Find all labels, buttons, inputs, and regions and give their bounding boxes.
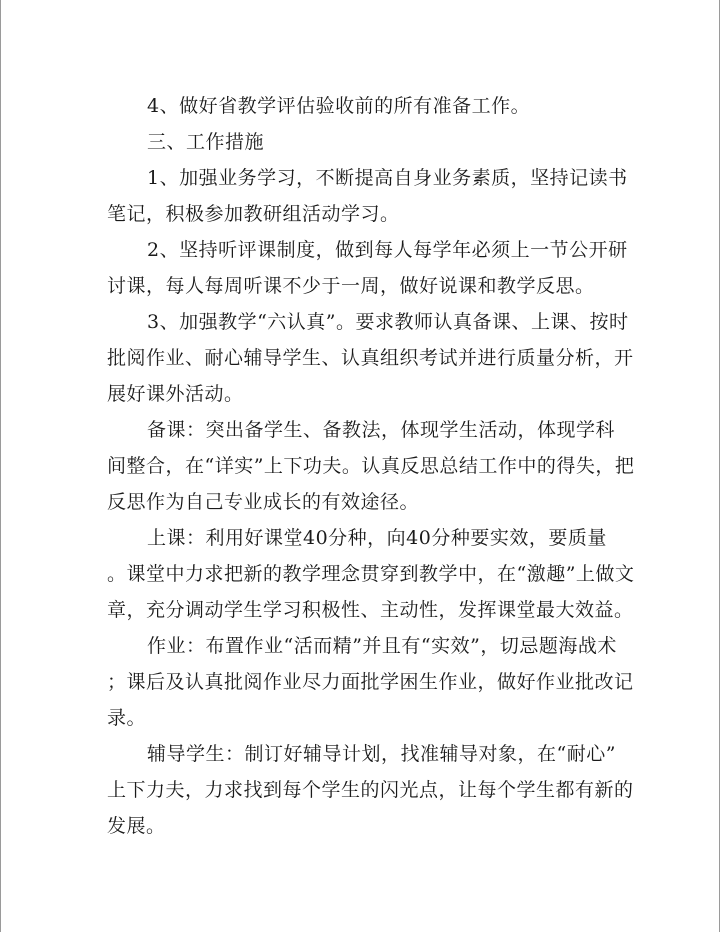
paragraph-line: 辅导学生：制订好辅导计划，找准辅导对象，在“耐心”: [147, 743, 616, 765]
paragraph-line: 反思作为自己专业成长的有效途径。: [107, 491, 420, 513]
paragraph-line: 作业：布置作业“活而精”并且有“实效”，切忌题海战术: [147, 635, 617, 657]
paragraph-line: ；课后及认真批阅作业尽力面批学困生作业，做好作业批改记: [107, 671, 634, 693]
paragraph-line: 3、加强教学“六认真”。要求教师认真备课、上课、按时: [147, 311, 629, 333]
paragraph-line: 备课：突出备学生、备教法，体现学生活动，体现学科: [147, 419, 616, 441]
paragraph-line: 。课堂中力求把新的教学理念贯穿到教学中，在“激趣”上做文: [107, 563, 635, 585]
paragraph-line: 批阅作业、耐心辅导学生、认真组织考试并进行质量分析，开: [107, 347, 634, 369]
paragraph-line: 笔记，积极参加教研组活动学习。: [107, 203, 400, 225]
paragraph-line: 发展。: [107, 815, 166, 837]
paragraph-line: 上下力夫，力求找到每个学生的闪光点，让每个学生都有新的: [107, 779, 634, 801]
paragraph-line: 间整合，在“详实”上下功夫。认真反思总结工作中的得失，把: [107, 455, 635, 477]
paragraph-line: 上课：利用好课堂40分种，向40分种要实效，要质量: [147, 527, 607, 549]
paragraph-line: 2、坚持听评课制度，做到每人每学年必须上一节公开研: [147, 239, 628, 261]
paragraph-line: 4、做好省教学评估验收前的所有准备工作。: [147, 95, 531, 117]
paragraph-line: 章，充分调动学生学习积极性、主动性，发挥课堂最大效益。: [107, 599, 634, 621]
paragraph-line: 录。: [107, 707, 147, 729]
paragraph-line: 展好课外活动。: [107, 383, 244, 405]
paragraph-line: 讨课，每人每周听课不少于一周，做好说课和教学反思。: [107, 275, 595, 297]
section-heading: 三、工作措施: [147, 131, 265, 153]
paragraph-line: 1、加强业务学习，不断提高自身业务素质，坚持记读书: [147, 167, 628, 189]
